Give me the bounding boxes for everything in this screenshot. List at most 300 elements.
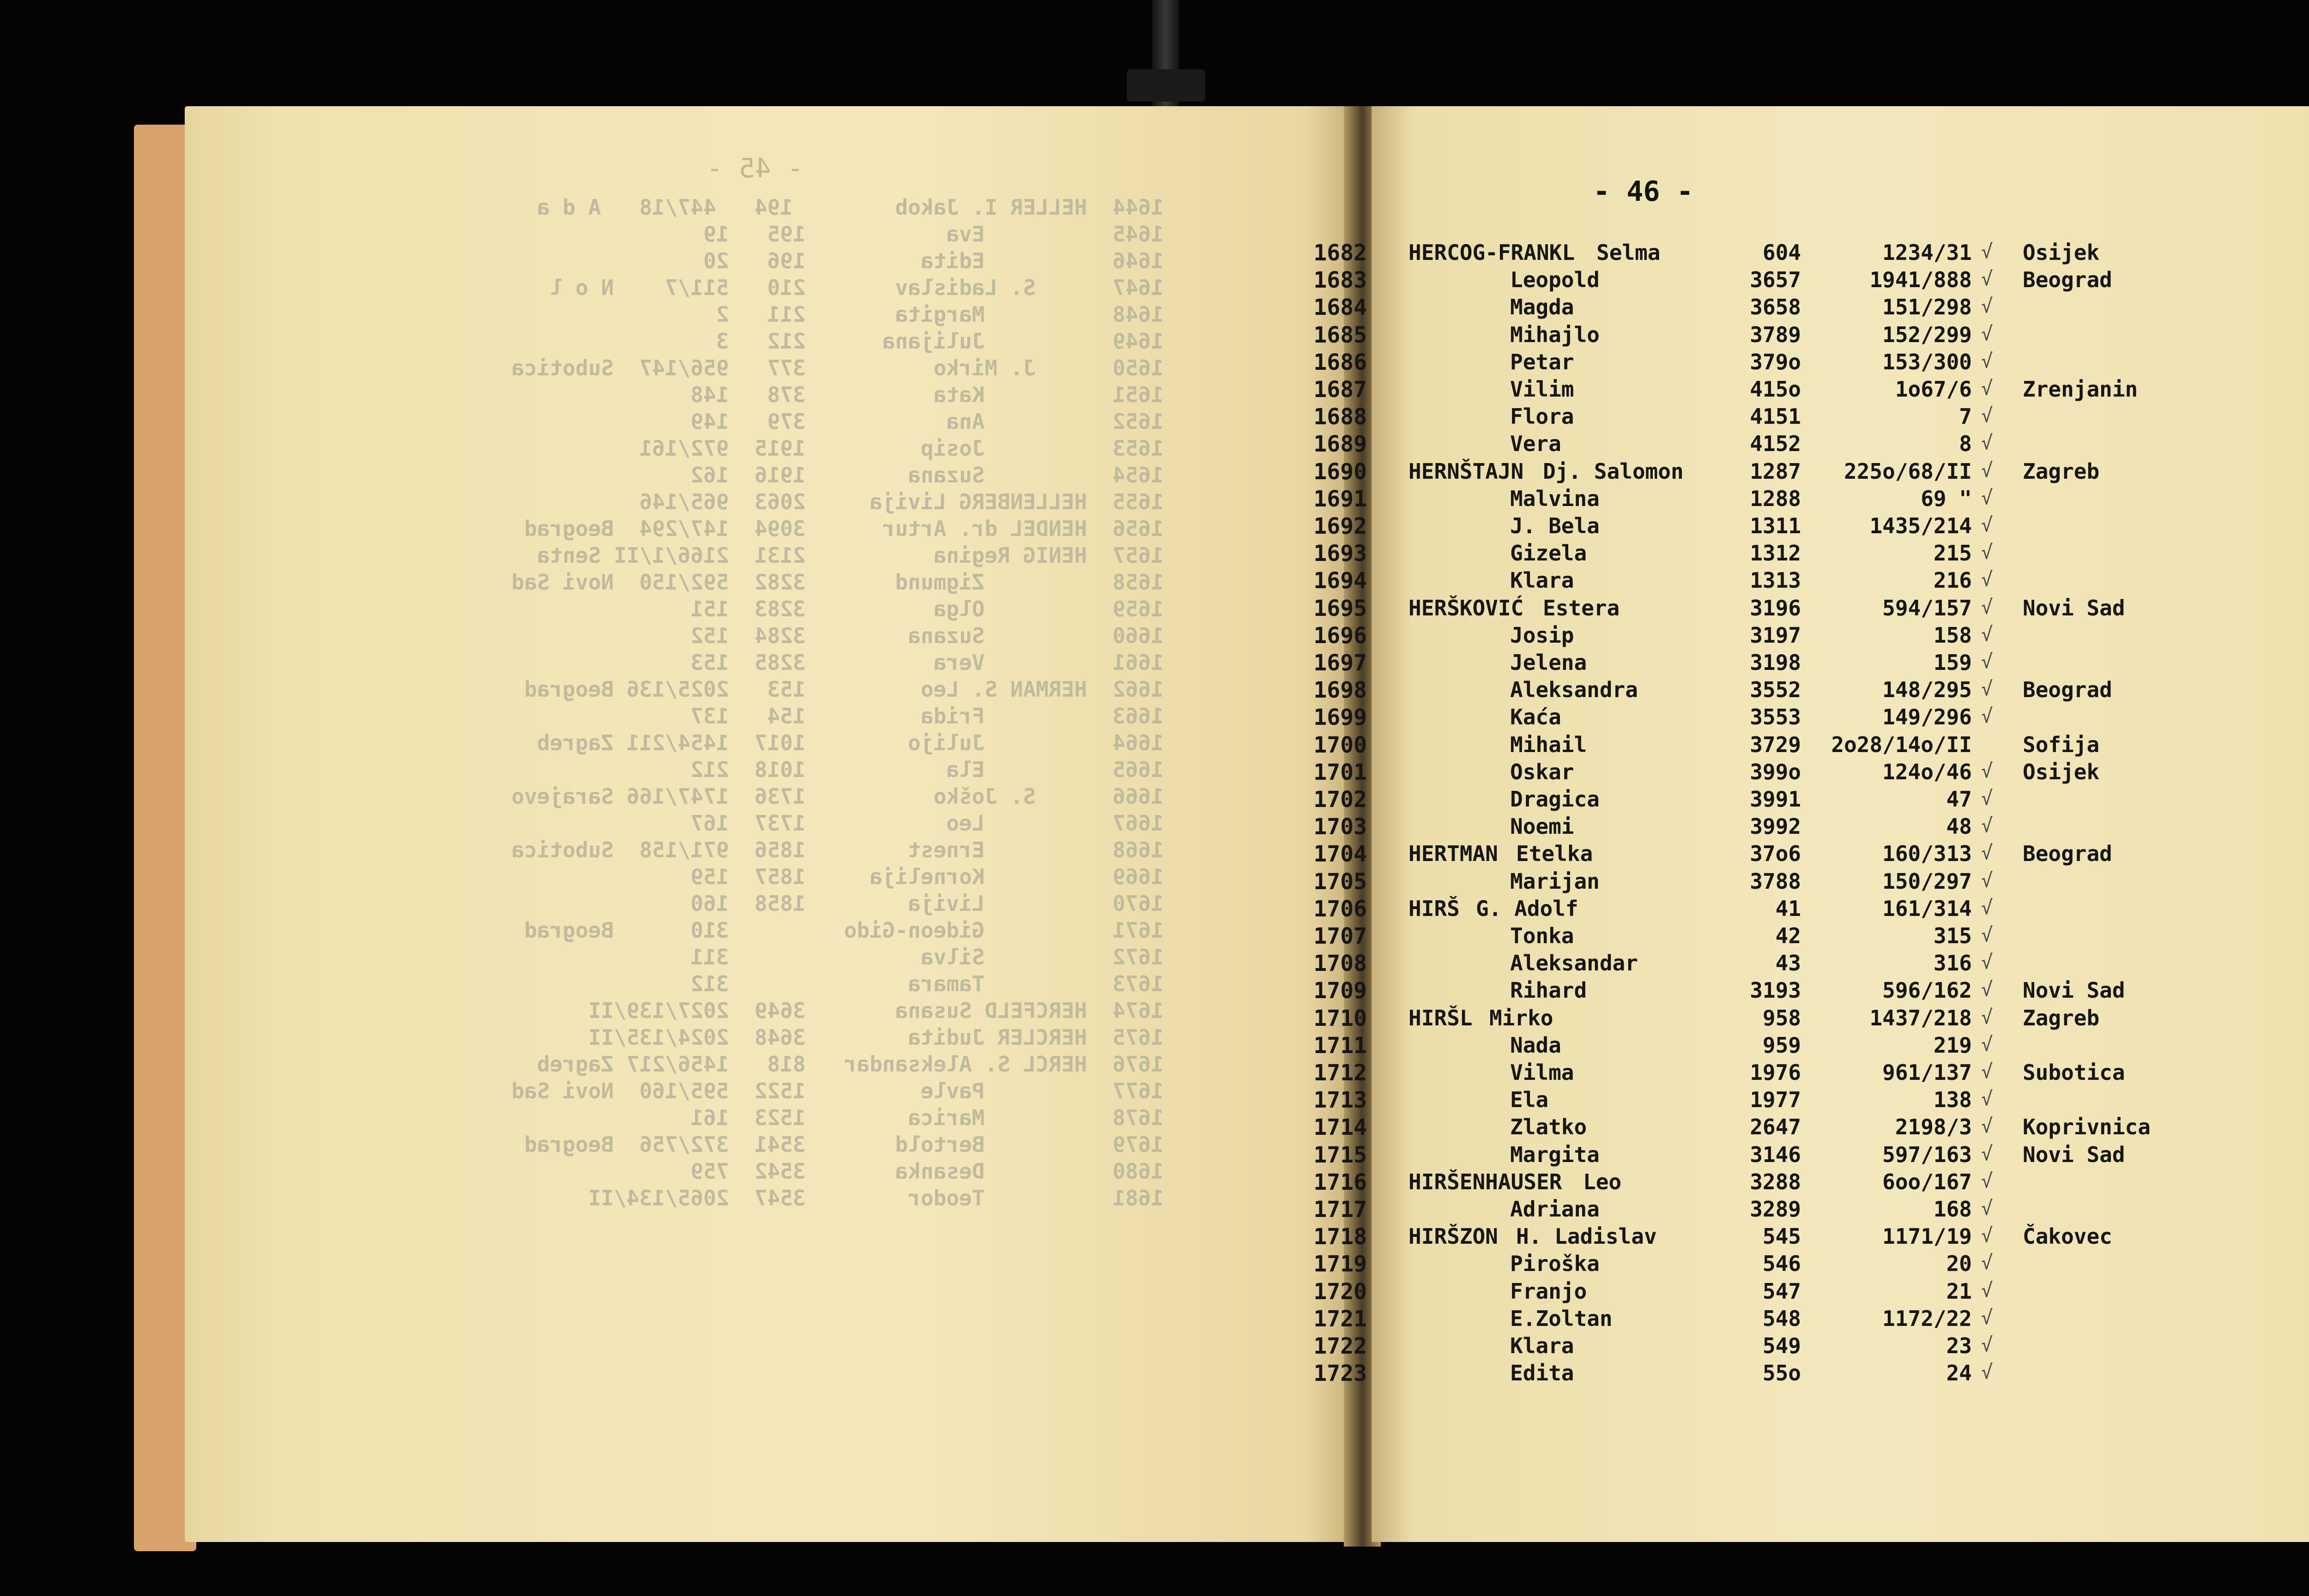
check-mark: √ — [1981, 349, 1993, 372]
surname: HIRŠZON — [1408, 1224, 1498, 1249]
check-mark: √ — [1981, 1005, 1993, 1028]
registry-number: 1941/888 — [1869, 267, 1972, 293]
given-name: Tonka — [1510, 923, 1574, 948]
ghost-line: 1648 Margita 211 2 — [716, 302, 1164, 327]
given-name: Ela — [1510, 1087, 1549, 1113]
entry-number: 1689 — [1313, 431, 1367, 458]
entry-number: 1702 — [1313, 787, 1367, 813]
entry-number: 1709 — [1313, 978, 1367, 1004]
ghost-line: 1663 Frida 154 137 — [690, 704, 1164, 729]
ghost-line: 1654 Suzana 1916 162 — [690, 463, 1164, 488]
code-number: 415o — [1750, 377, 1801, 402]
ghost-line: 1649 Julijana 212 3 — [716, 329, 1164, 354]
given-name: Dj. Salomon — [1543, 458, 1684, 484]
register-row — [0, 240, 2309, 268]
check-mark: √ — [1981, 705, 1993, 728]
code-number: 3553 — [1750, 705, 1801, 730]
entry-number: 1692 — [1313, 513, 1367, 539]
city: Novi Sad — [2023, 978, 2125, 1003]
register-row — [0, 431, 2309, 459]
code-number: 3992 — [1750, 814, 1801, 839]
given-name: Oskar — [1510, 759, 1574, 784]
registry-number: 315 — [1933, 923, 1972, 948]
ghost-line: 1668 Ernest 1856 971/158 Subotica — [511, 837, 1164, 862]
city: Sofija — [2023, 732, 2100, 757]
check-mark: √ — [1981, 1169, 1993, 1192]
entry-number: 1716 — [1313, 1169, 1367, 1195]
ghost-line: 1676 HERCL S. Aleksandar 818 1456/217 Zagreb — [537, 1052, 1164, 1077]
given-name: Josip — [1510, 622, 1574, 648]
given-name: Klara — [1510, 568, 1574, 593]
given-name: Franjo — [1510, 1278, 1587, 1304]
given-name: Etelka — [1516, 841, 1593, 867]
ghost-line: 1665 Ela 1018 212 — [690, 757, 1164, 782]
check-mark: √ — [1981, 458, 1993, 482]
ghost-line: 1669 Kornelija 1857 159 — [690, 864, 1164, 889]
register-row — [0, 322, 2309, 350]
registry-number: 47 — [1946, 787, 1972, 812]
registry-number: 1435/214 — [1869, 513, 1972, 538]
check-mark: √ — [1981, 650, 1993, 673]
register-row — [0, 1306, 2309, 1334]
register-row — [0, 486, 2309, 514]
code-number: 43 — [1775, 951, 1801, 976]
check-mark: √ — [1981, 1087, 1993, 1110]
ghost-line: 1646 Edita 196 20 — [703, 248, 1164, 273]
check-mark: √ — [1981, 622, 1993, 645]
registry-number: 596/162 — [1882, 978, 1972, 1003]
code-number: 42 — [1775, 923, 1801, 948]
entry-number: 1695 — [1313, 595, 1367, 621]
check-mark: √ — [1981, 377, 1993, 399]
code-number: 3146 — [1750, 1142, 1801, 1167]
entry-number: 1708 — [1313, 951, 1367, 977]
given-name: Aleksandra — [1510, 677, 1638, 703]
check-mark: √ — [1981, 322, 1993, 345]
register-row — [0, 267, 2309, 295]
entry-number: 1691 — [1313, 486, 1367, 512]
given-name: Gizela — [1510, 541, 1587, 566]
code-number: 1311 — [1750, 513, 1801, 538]
registry-number: 23 — [1946, 1333, 1972, 1358]
registry-number: 1172/22 — [1882, 1306, 1972, 1331]
entry-number: 1721 — [1313, 1306, 1367, 1332]
code-number: 3658 — [1750, 295, 1801, 320]
code-number: 55o — [1762, 1361, 1801, 1386]
given-name: G. Adolf — [1476, 896, 1578, 921]
registry-number: 216 — [1933, 568, 1972, 593]
registry-number: 1171/19 — [1882, 1224, 1972, 1249]
city: Beograd — [2023, 841, 2112, 867]
code-number: 3198 — [1750, 650, 1801, 675]
register-row — [0, 869, 2309, 897]
entry-number: 1714 — [1313, 1114, 1367, 1141]
entry-number: 1707 — [1313, 923, 1367, 949]
city: Novi Sad — [2023, 1142, 2125, 1167]
registry-number: 225o/68/II — [1844, 458, 1972, 484]
registry-number: 2198/3 — [1895, 1114, 1972, 1140]
register-row — [0, 541, 2309, 568]
ghost-line: 1645 Eva 195 19 — [703, 222, 1164, 247]
registry-number: 1437/218 — [1869, 1005, 1972, 1030]
entry-number: 1697 — [1313, 650, 1367, 676]
registry-number: 8 — [1959, 431, 1972, 457]
ghost-line: 1673 Tamara 312 — [690, 971, 1164, 996]
registry-number: 151/298 — [1882, 295, 1972, 320]
code-number: 4151 — [1750, 404, 1801, 429]
given-name: Mirko — [1489, 1005, 1553, 1030]
surname: HIRŠ — [1408, 896, 1460, 921]
code-number: 4152 — [1750, 431, 1801, 457]
code-number: 1976 — [1750, 1060, 1801, 1085]
registry-number: 150/297 — [1882, 868, 1972, 894]
check-mark: √ — [1981, 1060, 1993, 1083]
registry-number: 961/137 — [1882, 1060, 1972, 1085]
entry-number: 1693 — [1313, 541, 1367, 567]
entry-number: 1703 — [1313, 814, 1367, 840]
entry-number: 1712 — [1313, 1060, 1367, 1086]
registry-number: 69 " — [1921, 486, 1972, 511]
registry-number: 597/163 — [1882, 1142, 1972, 1167]
check-mark: √ — [1981, 759, 1993, 782]
city: Osijek — [2023, 759, 2100, 784]
check-mark: √ — [1981, 896, 1993, 919]
code-number: 1312 — [1750, 541, 1801, 566]
code-number: 3991 — [1750, 787, 1801, 812]
surname: HERŠKOVIĆ — [1408, 595, 1524, 620]
city: Beograd — [2023, 267, 2112, 293]
register-row — [0, 1114, 2309, 1142]
register-row — [0, 377, 2309, 404]
registry-number: 148/295 — [1882, 677, 1972, 703]
given-name: Vilma — [1510, 1060, 1574, 1085]
ghost-line: 1659 Olga 3283 151 — [690, 596, 1164, 621]
ghost-line: 1653 Josip 1915 972/161 — [639, 436, 1164, 461]
city: Subotica — [2023, 1060, 2125, 1085]
check-mark: √ — [1981, 1278, 1993, 1301]
entry-number: 1710 — [1313, 1005, 1367, 1031]
check-mark: √ — [1981, 595, 1993, 618]
given-name: Noemi — [1510, 814, 1574, 839]
surname: HERCOG-FRANKL — [1408, 240, 1575, 265]
register-row — [0, 1224, 2309, 1252]
register-row — [0, 568, 2309, 596]
registry-number: 48 — [1946, 814, 1972, 839]
registry-number: 219 — [1933, 1032, 1972, 1058]
register-row — [0, 841, 2309, 869]
given-name: E.Zoltan — [1510, 1306, 1613, 1331]
check-mark: √ — [1981, 1361, 1993, 1384]
given-name: Margita — [1510, 1142, 1600, 1167]
registry-number: 168 — [1933, 1197, 1972, 1222]
check-mark: √ — [1981, 787, 1993, 809]
given-name: Dragica — [1510, 787, 1600, 812]
code-number: 3197 — [1750, 622, 1801, 648]
given-name: Aleksandar — [1510, 951, 1638, 976]
entry-number: 1705 — [1313, 868, 1367, 895]
check-mark: √ — [1981, 1251, 1993, 1274]
register-row — [0, 732, 2309, 760]
given-name: Piroška — [1510, 1251, 1600, 1277]
ghost-line: 1650 J. Mirko 377 956/147 Subotica — [511, 355, 1164, 380]
entry-number: 1719 — [1313, 1251, 1367, 1277]
entry-number: 1723 — [1313, 1361, 1367, 1387]
check-mark: √ — [1981, 868, 1993, 891]
entry-number: 1711 — [1313, 1032, 1367, 1059]
check-mark: √ — [1981, 1197, 1993, 1219]
check-mark: √ — [1981, 404, 1993, 427]
check-mark: √ — [1981, 295, 1993, 318]
register-row — [0, 650, 2309, 678]
ghost-line: 1657 HENIG Regina 2131 2166/1/II Senta — [537, 543, 1164, 568]
entry-number: 1685 — [1313, 322, 1367, 348]
code-number: 3788 — [1750, 868, 1801, 894]
registry-number: 124o/46 — [1882, 759, 1972, 784]
ghost-line: 1674 HERCFELD Susana 3649 2027/139/II — [588, 998, 1164, 1023]
registry-number: 24 — [1946, 1361, 1972, 1386]
given-name: Mihajlo — [1510, 322, 1600, 347]
code-number: 3729 — [1750, 732, 1801, 757]
ghost-line: 1671 Gideon-Gido 310 Beograd — [524, 918, 1164, 943]
code-number: 3289 — [1750, 1197, 1801, 1222]
register-row — [0, 923, 2309, 951]
check-mark: √ — [1981, 240, 1993, 263]
entry-number: 1690 — [1313, 458, 1367, 485]
given-name: Flora — [1510, 404, 1574, 429]
entry-number: 1683 — [1313, 267, 1367, 294]
code-number: 3196 — [1750, 595, 1801, 620]
given-name: Edita — [1510, 1361, 1574, 1386]
ghost-line: 1651 Kata 378 148 — [690, 382, 1164, 407]
register-row — [0, 623, 2309, 650]
ghost-line: 1678 Marica 1523 161 — [690, 1105, 1164, 1130]
check-mark: √ — [1981, 431, 1993, 454]
registry-number: 316 — [1933, 951, 1972, 976]
entry-number: 1694 — [1313, 568, 1367, 594]
ghost-line: 1672 Silva 311 — [690, 945, 1164, 970]
entry-number: 1687 — [1313, 377, 1367, 403]
registry-number: 21 — [1946, 1278, 1972, 1304]
ghost-line: 1666 S. Joško 1736 1747/166 Sarajevo — [511, 784, 1164, 809]
given-name: Malvina — [1510, 486, 1600, 511]
code-number: 3193 — [1750, 978, 1801, 1003]
register-row — [0, 349, 2309, 377]
entry-number: 1682 — [1313, 240, 1367, 266]
register-row — [0, 1251, 2309, 1279]
entry-number: 1700 — [1313, 732, 1367, 758]
check-mark: √ — [1981, 814, 1993, 837]
register-row — [0, 1361, 2309, 1388]
register-row — [0, 1197, 2309, 1224]
registry-number: 153/300 — [1882, 349, 1972, 374]
given-name: Mihail — [1510, 732, 1587, 757]
check-mark: √ — [1981, 1306, 1993, 1329]
code-number: 379o — [1750, 349, 1801, 374]
surname: HIRŠENHAUSER — [1408, 1169, 1562, 1194]
code-number: 3657 — [1750, 267, 1801, 293]
code-number: 37o6 — [1750, 841, 1801, 867]
entry-number: 1684 — [1313, 295, 1367, 321]
ghost-line: 1658 Zigmund 3282 592/150 Novi Sad — [511, 570, 1164, 595]
register-row — [0, 951, 2309, 978]
register-row — [0, 759, 2309, 787]
entry-number: 1717 — [1313, 1197, 1367, 1223]
entry-number: 1720 — [1313, 1278, 1367, 1305]
city: Čakovec — [2023, 1224, 2112, 1249]
code-number: 959 — [1762, 1032, 1801, 1058]
register-row — [0, 459, 2309, 487]
registry-number: 160/313 — [1882, 841, 1972, 867]
entry-number: 1715 — [1313, 1142, 1367, 1168]
ghost-line: 1664 Julijo 1017 1454/211 Zagreb — [537, 730, 1164, 755]
register-row — [0, 677, 2309, 705]
ghost-line: 1644 HELLER I. Jakob 194 447/18 A d a — [537, 195, 1164, 220]
given-name: J. Bela — [1510, 513, 1600, 538]
code-number: 546 — [1762, 1251, 1801, 1277]
entry-number: 1706 — [1313, 896, 1367, 922]
entry-number: 1699 — [1313, 705, 1367, 731]
registry-number: 594/157 — [1882, 595, 1972, 620]
given-name: Vera — [1510, 431, 1561, 457]
register-row — [0, 1006, 2309, 1033]
given-name: Rihard — [1510, 978, 1587, 1003]
register-row — [0, 596, 2309, 623]
code-number: 3552 — [1750, 677, 1801, 703]
registry-number: 6oo/167 — [1882, 1169, 1972, 1194]
registry-number: 1234/31 — [1882, 240, 1972, 265]
given-name: Nada — [1510, 1032, 1561, 1058]
ghost-line: 1681 Teodor 3547 2065/134/II — [588, 1186, 1164, 1211]
code-number: 545 — [1762, 1224, 1801, 1249]
given-name: Zlatko — [1510, 1114, 1587, 1140]
given-name: Kaća — [1510, 705, 1561, 730]
check-mark: √ — [1981, 541, 1993, 564]
check-mark: √ — [1981, 1032, 1993, 1055]
given-name: Klara — [1510, 1333, 1574, 1358]
entry-number: 1704 — [1313, 841, 1367, 867]
register-row — [0, 1333, 2309, 1361]
register-row — [0, 978, 2309, 1006]
surname: HERNŠTAJN — [1408, 458, 1524, 484]
given-name: Petar — [1510, 349, 1574, 374]
given-name: Adriana — [1510, 1197, 1600, 1222]
register-row — [0, 705, 2309, 732]
code-number: 604 — [1762, 240, 1801, 265]
entry-number: 1698 — [1313, 677, 1367, 704]
register-row — [0, 295, 2309, 322]
city: Osijek — [2023, 240, 2100, 265]
register-row — [0, 1279, 2309, 1307]
register-row — [0, 404, 2309, 432]
city: Novi Sad — [2023, 595, 2125, 620]
city: Beograd — [2023, 677, 2112, 703]
given-name: H. Ladislav — [1516, 1224, 1657, 1249]
entry-number: 1713 — [1313, 1087, 1367, 1114]
check-mark: √ — [1981, 923, 1993, 946]
register-row — [0, 814, 2309, 842]
entry-number: 1696 — [1313, 622, 1367, 649]
check-mark: √ — [1981, 513, 1993, 536]
city: Zrenjanin — [2023, 377, 2138, 402]
code-number: 3789 — [1750, 322, 1801, 347]
registry-number: 158 — [1933, 622, 1972, 648]
register-row — [0, 1142, 2309, 1170]
entry-number: 1718 — [1313, 1224, 1367, 1250]
register-row — [0, 1060, 2309, 1088]
ghost-line: 1655 HELLENBERG Livija 2063 965/146 — [639, 489, 1164, 514]
given-name: Jelena — [1510, 650, 1587, 675]
check-mark: √ — [1981, 1333, 1993, 1356]
code-number: 1977 — [1750, 1087, 1801, 1113]
registry-number: 2o28/14o/II — [1831, 732, 1972, 757]
given-name: Selma — [1596, 240, 1661, 265]
binding-clip — [1127, 69, 1205, 102]
register-row — [0, 1033, 2309, 1060]
ghost-line: 1662 HERMAN S. Leo 153 2025/136 Beograd — [524, 677, 1164, 702]
ghost-line: 1656 HENDEL dr. Artur 3094 147/294 Beograd — [524, 516, 1164, 541]
code-number: 41 — [1775, 896, 1801, 921]
code-number: 399o — [1750, 759, 1801, 784]
register-row — [0, 896, 2309, 924]
ghost-line: 1647 S. Ladislav 210 511/7 N o l — [550, 275, 1164, 300]
entry-number: 1688 — [1313, 404, 1367, 430]
city: Zagreb — [2023, 458, 2100, 484]
registry-number: 152/299 — [1882, 322, 1972, 347]
register-row — [0, 513, 2309, 541]
registry-number: 1o67/6 — [1895, 377, 1972, 402]
entry-number: 1701 — [1313, 759, 1367, 785]
city: Koprivnica — [2023, 1114, 2151, 1140]
given-name: Estera — [1543, 595, 1620, 620]
left-page-number-ghost: - 45 - — [707, 152, 804, 184]
registry-number: 20 — [1946, 1251, 1972, 1277]
check-mark: √ — [1981, 841, 1993, 864]
check-mark: √ — [1981, 1142, 1993, 1165]
check-mark: √ — [1981, 486, 1993, 509]
check-mark: √ — [1981, 267, 1993, 290]
given-name: Leopold — [1510, 267, 1600, 293]
check-mark: √ — [1981, 1224, 1993, 1247]
code-number: 548 — [1762, 1306, 1801, 1331]
given-name: Magda — [1510, 295, 1574, 320]
registry-number: 138 — [1933, 1087, 1972, 1113]
ghost-line: 1661 Vera 3285 153 — [690, 650, 1164, 675]
ghost-line: 1660 Suzana 3284 152 — [690, 623, 1164, 648]
check-mark: √ — [1981, 1114, 1993, 1138]
registry-number: 161/314 — [1882, 896, 1972, 921]
surname: HERTMAN — [1408, 841, 1498, 867]
city: Zagreb — [2023, 1005, 2100, 1030]
registry-number: 7 — [1959, 404, 1972, 429]
ghost-line: 1675 HERCLER Judita 3648 2024/135/II — [588, 1025, 1164, 1050]
ghost-line: 1680 Desanka 3542 759 — [690, 1159, 1164, 1184]
code-number: 3288 — [1750, 1169, 1801, 1194]
code-number: 549 — [1762, 1333, 1801, 1358]
ghost-line: 1667 Leo 1737 167 — [690, 811, 1164, 836]
registry-number: 215 — [1933, 541, 1972, 566]
register-row — [0, 787, 2309, 814]
ghost-line: 1679 Bertold 3541 372/756 Beograd — [524, 1132, 1164, 1157]
ghost-line: 1670 Livija 1858 160 — [690, 891, 1164, 916]
register-row — [0, 1169, 2309, 1197]
code-number: 1287 — [1750, 458, 1801, 484]
surname: HIRŠL — [1408, 1005, 1473, 1030]
check-mark: √ — [1981, 568, 1993, 591]
entry-number: 1722 — [1313, 1333, 1367, 1359]
page-number: - 46 - — [1593, 175, 1693, 208]
ghost-line: 1652 Ana 379 149 — [690, 409, 1164, 434]
registry-number: 159 — [1933, 650, 1972, 675]
